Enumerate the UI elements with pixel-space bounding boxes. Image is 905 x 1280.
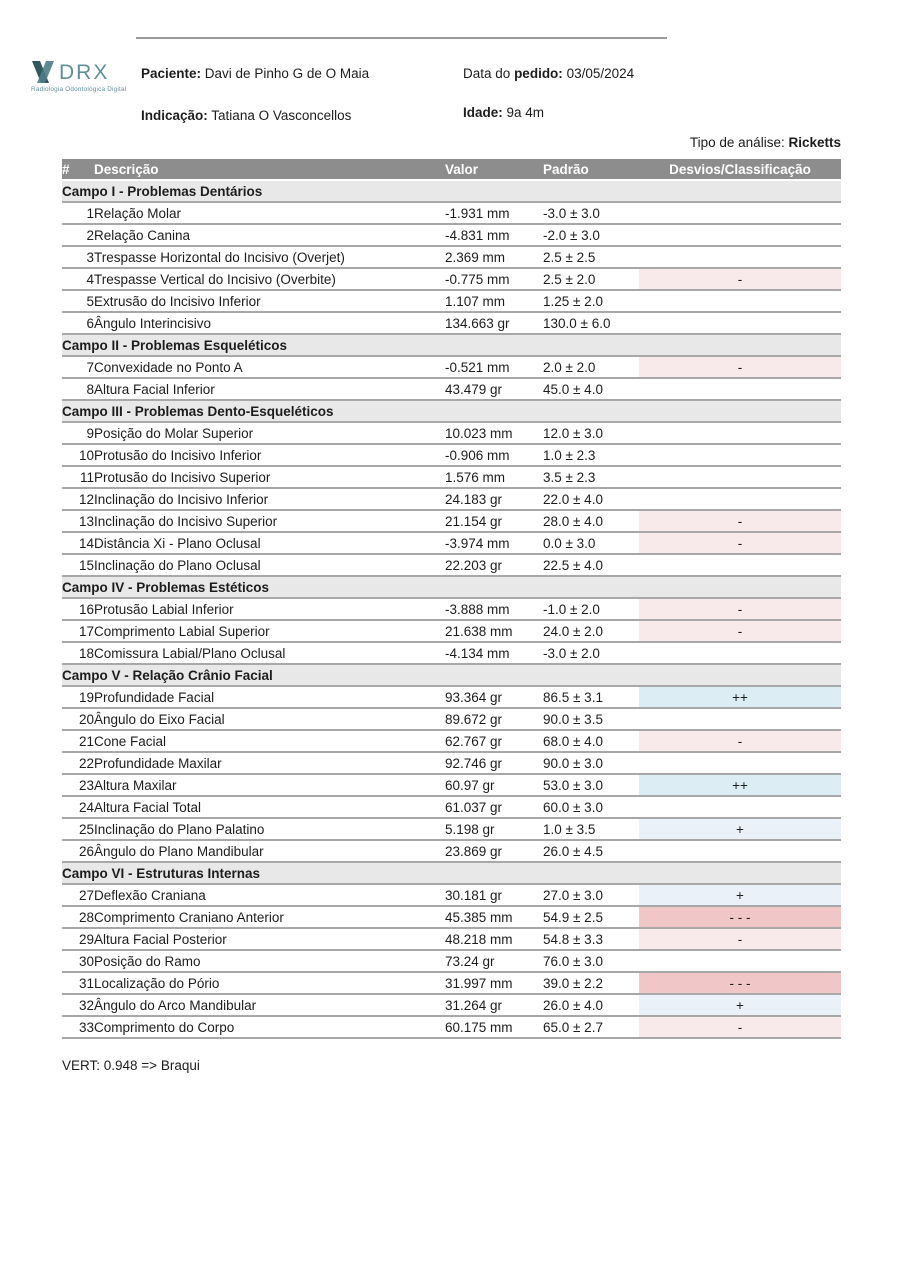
row-description: Altura Facial Inferior bbox=[94, 378, 445, 400]
row-value: 31.997 mm bbox=[445, 972, 543, 994]
row-number: 26 bbox=[62, 840, 94, 862]
patient-name: Davi de Pinho G de O Maia bbox=[204, 66, 370, 81]
row-deviation bbox=[639, 708, 841, 730]
row-value: 48.218 mm bbox=[445, 928, 543, 950]
drx-x-icon bbox=[31, 60, 55, 84]
analysis-type-label: Tipo de análise: bbox=[689, 135, 785, 150]
section-title: Campo III - Problemas Dento-Esqueléticos bbox=[62, 400, 841, 422]
row-number: 18 bbox=[62, 642, 94, 664]
order-date-label: pedido: bbox=[514, 66, 563, 81]
row-standard: 90.0 ± 3.0 bbox=[543, 752, 639, 774]
row-standard: 53.0 ± 3.0 bbox=[543, 774, 639, 796]
table-row bbox=[62, 246, 841, 268]
row-number: 10 bbox=[62, 444, 94, 466]
table-row bbox=[62, 598, 841, 620]
row-standard: 2.5 ± 2.5 bbox=[543, 246, 639, 268]
row-number: 23 bbox=[62, 774, 94, 796]
section-title: Campo IV - Problemas Estéticos bbox=[62, 576, 841, 598]
row-description: Altura Maxilar bbox=[94, 774, 445, 796]
row-number: 3 bbox=[62, 246, 94, 268]
col-header-deviation: Desvios/Classificação bbox=[639, 159, 841, 180]
row-standard: 86.5 ± 3.1 bbox=[543, 686, 639, 708]
row-value: 62.767 gr bbox=[445, 730, 543, 752]
row-value: 21.154 gr bbox=[445, 510, 543, 532]
row-standard: 26.0 ± 4.0 bbox=[543, 994, 639, 1016]
logo-tagline: Radiologia Odontológica Digital bbox=[31, 86, 127, 93]
row-standard: 39.0 ± 2.2 bbox=[543, 972, 639, 994]
row-value: 2.369 mm bbox=[445, 246, 543, 268]
row-number: 28 bbox=[62, 906, 94, 928]
row-value: 10.023 mm bbox=[445, 422, 543, 444]
row-description: Ângulo do Plano Mandibular bbox=[94, 840, 445, 862]
table-row bbox=[62, 752, 841, 774]
age-label: Idade: bbox=[463, 105, 503, 120]
table-header-row bbox=[62, 159, 841, 180]
row-standard: 68.0 ± 4.0 bbox=[543, 730, 639, 752]
row-standard: 65.0 ± 2.7 bbox=[543, 1016, 639, 1038]
row-deviation bbox=[639, 642, 841, 664]
row-standard: 54.8 ± 3.3 bbox=[543, 928, 639, 950]
row-number: 20 bbox=[62, 708, 94, 730]
row-description: Convexidade no Ponto A bbox=[94, 356, 445, 378]
row-value: -3.974 mm bbox=[445, 532, 543, 554]
col-header-value: Valor bbox=[445, 159, 543, 180]
patient-field bbox=[141, 66, 369, 81]
row-value: 92.746 gr bbox=[445, 752, 543, 774]
row-value: 1.107 mm bbox=[445, 290, 543, 312]
row-value: -0.775 mm bbox=[445, 268, 543, 290]
row-deviation: - bbox=[639, 928, 841, 950]
row-value: 22.203 gr bbox=[445, 554, 543, 576]
row-description: Inclinação do Incisivo Superior bbox=[94, 510, 445, 532]
row-standard: 130.0 ± 6.0 bbox=[543, 312, 639, 334]
row-number: 8 bbox=[62, 378, 94, 400]
row-deviation bbox=[639, 554, 841, 576]
row-standard: 1.0 ± 3.5 bbox=[543, 818, 639, 840]
analysis-table bbox=[62, 159, 841, 1039]
row-deviation: - bbox=[639, 510, 841, 532]
row-description: Altura Facial Posterior bbox=[94, 928, 445, 950]
row-deviation: ++ bbox=[639, 686, 841, 708]
row-number: 13 bbox=[62, 510, 94, 532]
row-deviation bbox=[639, 950, 841, 972]
row-value: -0.521 mm bbox=[445, 356, 543, 378]
col-header-description: Descrição bbox=[94, 159, 445, 180]
table-row bbox=[62, 642, 841, 664]
row-number: 2 bbox=[62, 224, 94, 246]
analysis-type-field bbox=[690, 135, 841, 150]
row-standard: 26.0 ± 4.5 bbox=[543, 840, 639, 862]
row-number: 17 bbox=[62, 620, 94, 642]
order-date-field bbox=[463, 66, 634, 81]
row-number: 24 bbox=[62, 796, 94, 818]
table-row bbox=[62, 466, 841, 488]
row-description: Protusão Labial Inferior bbox=[94, 598, 445, 620]
row-value: 45.385 mm bbox=[445, 906, 543, 928]
table-row bbox=[62, 444, 841, 466]
table-row bbox=[62, 312, 841, 334]
row-description: Trespasse Horizontal do Incisivo (Overjet) bbox=[94, 246, 445, 268]
table-row bbox=[62, 686, 841, 708]
section-title: Campo II - Problemas Esqueléticos bbox=[62, 334, 841, 356]
row-number: 7 bbox=[62, 356, 94, 378]
row-number: 22 bbox=[62, 752, 94, 774]
section-title: Campo V - Relação Crânio Facial bbox=[62, 664, 841, 686]
table-row bbox=[62, 290, 841, 312]
row-description: Deflexão Craniana bbox=[94, 884, 445, 906]
row-description: Ângulo Interincisivo bbox=[94, 312, 445, 334]
table-row bbox=[62, 928, 841, 950]
row-description: Distância Xi - Plano Oclusal bbox=[94, 532, 445, 554]
table-row bbox=[62, 510, 841, 532]
row-value: 93.364 gr bbox=[445, 686, 543, 708]
row-value: 61.037 gr bbox=[445, 796, 543, 818]
row-standard: 22.5 ± 4.0 bbox=[543, 554, 639, 576]
table-row bbox=[62, 532, 841, 554]
row-deviation: + bbox=[639, 994, 841, 1016]
row-number: 25 bbox=[62, 818, 94, 840]
row-value: 1.576 mm bbox=[445, 466, 543, 488]
row-description: Comissura Labial/Plano Oclusal bbox=[94, 642, 445, 664]
row-description: Comprimento Labial Superior bbox=[94, 620, 445, 642]
row-number: 11 bbox=[62, 466, 94, 488]
row-description: Inclinação do Incisivo Inferior bbox=[94, 488, 445, 510]
row-standard: 90.0 ± 3.5 bbox=[543, 708, 639, 730]
row-number: 30 bbox=[62, 950, 94, 972]
analysis-type-value: Ricketts bbox=[788, 135, 841, 150]
row-standard: 60.0 ± 3.0 bbox=[543, 796, 639, 818]
row-deviation bbox=[639, 246, 841, 268]
row-value: 89.672 gr bbox=[445, 708, 543, 730]
row-description: Profundidade Maxilar bbox=[94, 752, 445, 774]
row-description: Ângulo do Arco Mandibular bbox=[94, 994, 445, 1016]
table-row bbox=[62, 906, 841, 928]
table-row bbox=[62, 356, 841, 378]
row-value: 21.638 mm bbox=[445, 620, 543, 642]
table-row bbox=[62, 202, 841, 224]
row-number: 19 bbox=[62, 686, 94, 708]
row-number: 16 bbox=[62, 598, 94, 620]
row-deviation: - bbox=[639, 620, 841, 642]
row-description: Posição do Ramo bbox=[94, 950, 445, 972]
row-description: Ângulo do Eixo Facial bbox=[94, 708, 445, 730]
row-description: Trespasse Vertical do Incisivo (Overbite) bbox=[94, 268, 445, 290]
row-number: 21 bbox=[62, 730, 94, 752]
table-row bbox=[62, 774, 841, 796]
row-number: 12 bbox=[62, 488, 94, 510]
row-deviation bbox=[639, 202, 841, 224]
table-row bbox=[62, 422, 841, 444]
row-deviation bbox=[639, 488, 841, 510]
row-description: Protusão do Incisivo Inferior bbox=[94, 444, 445, 466]
table-row bbox=[62, 884, 841, 906]
row-standard: 0.0 ± 3.0 bbox=[543, 532, 639, 554]
row-number: 15 bbox=[62, 554, 94, 576]
row-standard: 24.0 ± 2.0 bbox=[543, 620, 639, 642]
indication-value: Tatiana O Vasconcellos bbox=[211, 108, 352, 123]
row-number: 9 bbox=[62, 422, 94, 444]
row-description: Comprimento do Corpo bbox=[94, 1016, 445, 1038]
row-description: Inclinação do Plano Oclusal bbox=[94, 554, 445, 576]
table-row bbox=[62, 730, 841, 752]
patient-label: Paciente: bbox=[141, 66, 202, 81]
row-deviation: ++ bbox=[639, 774, 841, 796]
table-row bbox=[62, 950, 841, 972]
order-date-prefix: Data do bbox=[463, 66, 511, 81]
row-value: 31.264 gr bbox=[445, 994, 543, 1016]
row-number: 27 bbox=[62, 884, 94, 906]
row-value: 5.198 gr bbox=[445, 818, 543, 840]
row-description: Posição do Molar Superior bbox=[94, 422, 445, 444]
age-field bbox=[463, 105, 544, 120]
row-value: 60.175 mm bbox=[445, 1016, 543, 1038]
row-value: 43.479 gr bbox=[445, 378, 543, 400]
row-value: -1.931 mm bbox=[445, 202, 543, 224]
row-deviation bbox=[639, 224, 841, 246]
row-standard: -3.0 ± 2.0 bbox=[543, 642, 639, 664]
row-deviation: - - - bbox=[639, 906, 841, 928]
row-standard: -1.0 ± 2.0 bbox=[543, 598, 639, 620]
row-standard: 12.0 ± 3.0 bbox=[543, 422, 639, 444]
row-standard: 22.0 ± 4.0 bbox=[543, 488, 639, 510]
table-row bbox=[62, 994, 841, 1016]
row-number: 31 bbox=[62, 972, 94, 994]
indication-label: Indicação: bbox=[141, 108, 208, 123]
row-deviation: - bbox=[639, 598, 841, 620]
col-header-number: # bbox=[62, 159, 94, 180]
row-value: 73.24 gr bbox=[445, 950, 543, 972]
table-row bbox=[62, 224, 841, 246]
age-value: 9a 4m bbox=[506, 105, 545, 120]
section-row bbox=[62, 576, 841, 598]
row-value: 30.181 gr bbox=[445, 884, 543, 906]
drx-logo bbox=[31, 60, 131, 93]
row-description: Relação Canina bbox=[94, 224, 445, 246]
row-standard: 45.0 ± 4.0 bbox=[543, 378, 639, 400]
top-divider-line bbox=[136, 37, 667, 39]
row-standard: 2.5 ± 2.0 bbox=[543, 268, 639, 290]
section-row bbox=[62, 862, 841, 884]
row-number: 6 bbox=[62, 312, 94, 334]
row-value: -4.831 mm bbox=[445, 224, 543, 246]
table-row bbox=[62, 554, 841, 576]
row-number: 33 bbox=[62, 1016, 94, 1038]
row-deviation bbox=[639, 444, 841, 466]
table-row bbox=[62, 268, 841, 290]
row-value: -0.906 mm bbox=[445, 444, 543, 466]
table-row bbox=[62, 796, 841, 818]
row-description: Comprimento Craniano Anterior bbox=[94, 906, 445, 928]
row-standard: -2.0 ± 3.0 bbox=[543, 224, 639, 246]
section-row bbox=[62, 400, 841, 422]
section-title: Campo I - Problemas Dentários bbox=[62, 180, 841, 202]
row-deviation: + bbox=[639, 884, 841, 906]
order-date-value: 03/05/2024 bbox=[566, 66, 635, 81]
row-deviation: - bbox=[639, 730, 841, 752]
row-number: 5 bbox=[62, 290, 94, 312]
row-description: Inclinação do Plano Palatino bbox=[94, 818, 445, 840]
row-description: Relação Molar bbox=[94, 202, 445, 224]
row-standard: 1.0 ± 2.3 bbox=[543, 444, 639, 466]
row-number: 29 bbox=[62, 928, 94, 950]
row-deviation bbox=[639, 422, 841, 444]
section-title: Campo VI - Estruturas Internas bbox=[62, 862, 841, 884]
table-row bbox=[62, 1016, 841, 1038]
row-standard: 54.9 ± 2.5 bbox=[543, 906, 639, 928]
row-number: 14 bbox=[62, 532, 94, 554]
row-deviation: - - - bbox=[639, 972, 841, 994]
row-number: 32 bbox=[62, 994, 94, 1016]
section-row bbox=[62, 664, 841, 686]
row-deviation: - bbox=[639, 356, 841, 378]
table-row bbox=[62, 378, 841, 400]
row-standard: 1.25 ± 2.0 bbox=[543, 290, 639, 312]
table-row bbox=[62, 488, 841, 510]
row-description: Extrusão do Incisivo Inferior bbox=[94, 290, 445, 312]
row-standard: 2.0 ± 2.0 bbox=[543, 356, 639, 378]
row-deviation bbox=[639, 840, 841, 862]
row-value: 24.183 gr bbox=[445, 488, 543, 510]
table-row bbox=[62, 972, 841, 994]
row-deviation: - bbox=[639, 268, 841, 290]
row-deviation bbox=[639, 378, 841, 400]
row-deviation: - bbox=[639, 1016, 841, 1038]
row-value: 60.97 gr bbox=[445, 774, 543, 796]
section-row bbox=[62, 180, 841, 202]
logo-brand-text: DRX bbox=[59, 60, 110, 84]
row-number: 4 bbox=[62, 268, 94, 290]
row-deviation bbox=[639, 466, 841, 488]
row-value: 23.869 gr bbox=[445, 840, 543, 862]
row-description: Protusão do Incisivo Superior bbox=[94, 466, 445, 488]
row-standard: 28.0 ± 4.0 bbox=[543, 510, 639, 532]
row-standard: 3.5 ± 2.3 bbox=[543, 466, 639, 488]
row-deviation bbox=[639, 796, 841, 818]
row-standard: -3.0 ± 3.0 bbox=[543, 202, 639, 224]
row-description: Altura Facial Total bbox=[94, 796, 445, 818]
table-row bbox=[62, 818, 841, 840]
row-number: 1 bbox=[62, 202, 94, 224]
row-deviation bbox=[639, 290, 841, 312]
row-standard: 76.0 ± 3.0 bbox=[543, 950, 639, 972]
table-row bbox=[62, 840, 841, 862]
row-deviation bbox=[639, 312, 841, 334]
section-row bbox=[62, 334, 841, 356]
row-description: Profundidade Facial bbox=[94, 686, 445, 708]
row-description: Cone Facial bbox=[94, 730, 445, 752]
col-header-standard: Padrão bbox=[543, 159, 639, 180]
row-value: -3.888 mm bbox=[445, 598, 543, 620]
row-value: 134.663 gr bbox=[445, 312, 543, 334]
row-value: -4.134 mm bbox=[445, 642, 543, 664]
row-deviation: - bbox=[639, 532, 841, 554]
row-deviation bbox=[639, 752, 841, 774]
table-row bbox=[62, 708, 841, 730]
vert-summary: VERT: 0.948 => Braqui bbox=[62, 1058, 200, 1073]
row-description: Localização do Pório bbox=[94, 972, 445, 994]
indication-field bbox=[141, 108, 351, 123]
row-deviation: + bbox=[639, 818, 841, 840]
row-standard: 27.0 ± 3.0 bbox=[543, 884, 639, 906]
table-row bbox=[62, 620, 841, 642]
